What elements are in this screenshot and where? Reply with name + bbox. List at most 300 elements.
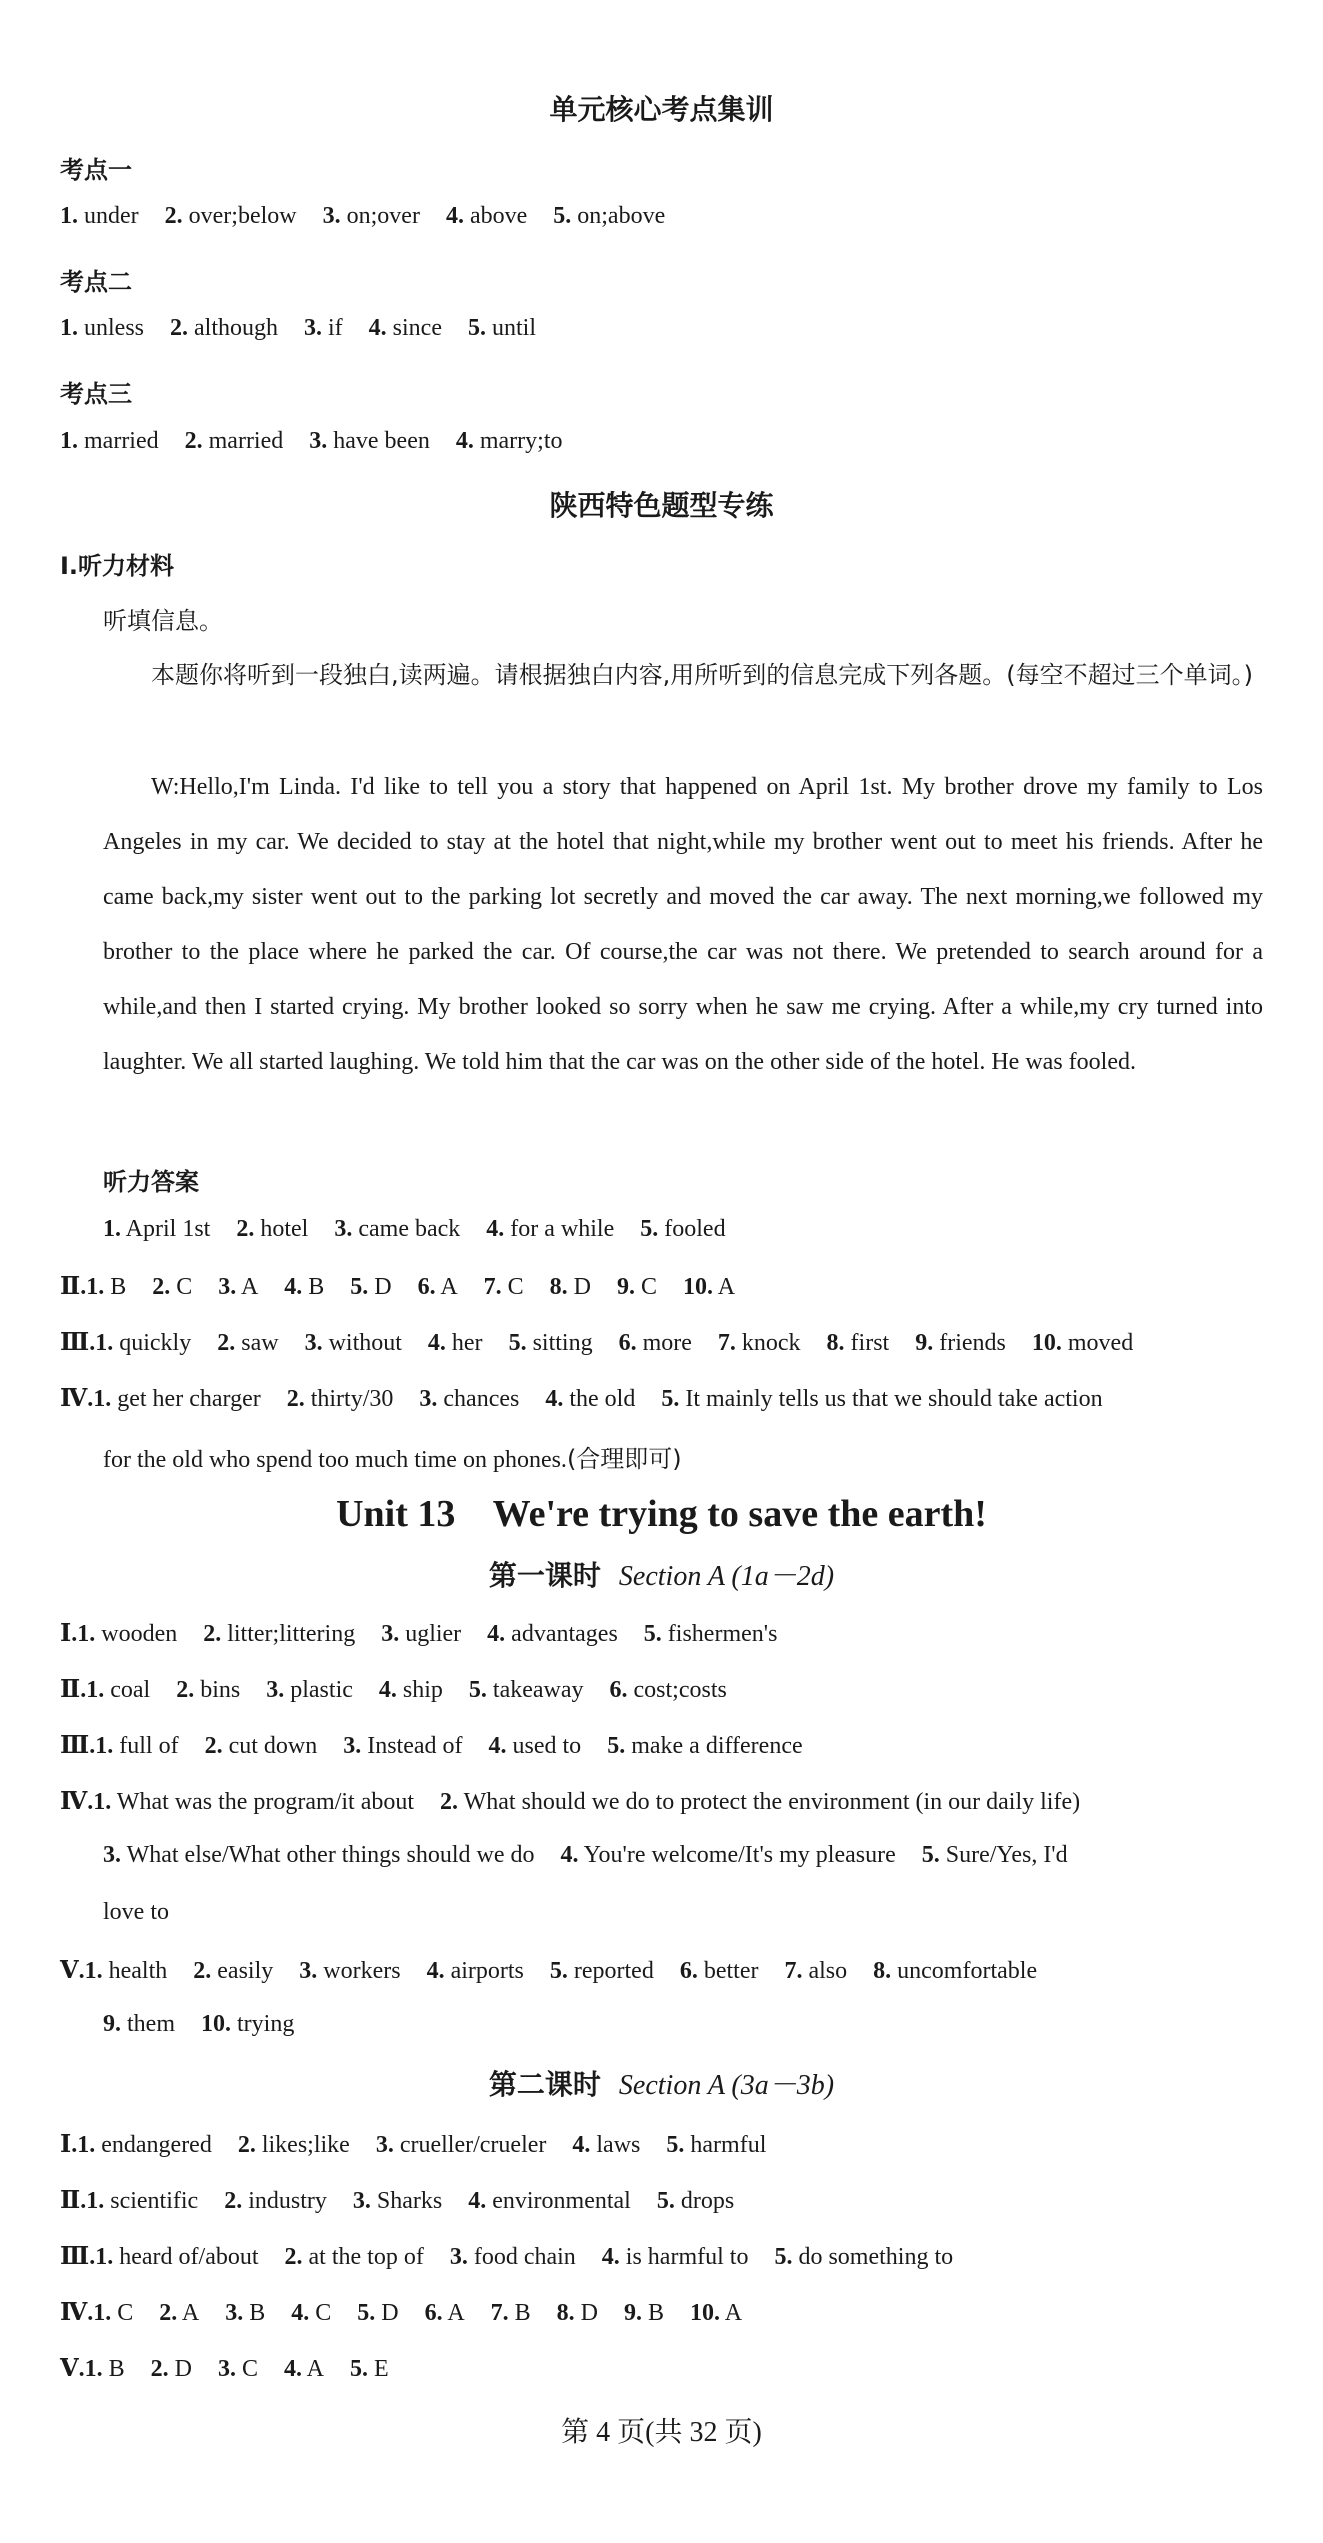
answer-item <box>468 315 536 341</box>
answer-item <box>238 2132 350 2158</box>
answer-text: laws <box>590 2132 641 2158</box>
answer-text: saw <box>235 1330 279 1356</box>
answer-number: 1. <box>86 1274 105 1300</box>
answer-item <box>285 2244 424 2270</box>
answer-item <box>922 1842 1068 1868</box>
answer-number: 10. <box>1031 1330 1062 1356</box>
answer-number: 5. <box>549 1958 568 1984</box>
answer-text: uglier <box>399 1621 462 1647</box>
answer-item <box>151 2356 192 2382</box>
answer-item <box>357 2300 398 2326</box>
roman-numeral-4: Ⅳ. <box>60 1789 94 1815</box>
answer-number: 2. <box>224 2188 243 2214</box>
answer-number: 2. <box>150 2356 169 2382</box>
answer-item <box>680 1958 759 1984</box>
answer-item <box>218 1274 258 1300</box>
answer-text: C <box>501 1274 524 1300</box>
answer-item <box>86 1677 150 1703</box>
answer-item <box>287 1386 394 1412</box>
answer-item <box>343 1733 462 1759</box>
answer-item <box>85 1958 168 1984</box>
answer-number: 2. <box>286 1386 305 1412</box>
part-2-list <box>86 1274 761 1300</box>
answer-item <box>60 315 144 341</box>
answer-number: 5. <box>467 315 486 341</box>
answer-number: 4. <box>368 315 387 341</box>
answer-item <box>77 2132 212 2158</box>
lesson-2-part-3 <box>60 2241 979 2271</box>
answer-text: trying <box>231 2011 295 2037</box>
answer-text: above <box>463 203 528 229</box>
answer-text: scientific <box>104 2188 199 2214</box>
answer-number: 1. <box>95 1330 114 1356</box>
answer-text: industry <box>242 2188 327 2214</box>
answer-number: 6. <box>618 1330 637 1356</box>
answer-item <box>545 1386 635 1412</box>
answer-text: crueller/crueler <box>393 2132 547 2158</box>
answer-number: 9. <box>624 2300 643 2326</box>
answer-text: moved <box>1061 1330 1134 1356</box>
answer-text: April 1st <box>121 1216 211 1242</box>
answer-item <box>369 315 442 341</box>
answer-item <box>450 2244 576 2270</box>
answer-text: D <box>368 1274 392 1300</box>
answer-text: used to <box>506 1733 582 1759</box>
answer-item <box>353 2188 442 2214</box>
lesson-2-part-1-list <box>77 2132 792 2158</box>
answer-number: 4. <box>284 2356 302 2382</box>
answer-item <box>93 2300 133 2326</box>
answer-number: 5. <box>656 2188 675 2214</box>
answer-item <box>93 1789 414 1815</box>
answer-item <box>350 1274 391 1300</box>
answer-number: 3. <box>309 428 328 454</box>
answer-number: 6. <box>417 1274 436 1300</box>
answer-item <box>427 1958 524 1984</box>
answer-item <box>489 1733 582 1759</box>
lesson-2-section: Section A (3a－3b) <box>618 2070 835 2101</box>
answer-text: married <box>202 428 284 454</box>
answer-text: Sure/Yes, I'd <box>939 1842 1068 1868</box>
answer-text: on;above <box>571 203 666 229</box>
answer-text: until <box>485 315 536 341</box>
answer-number: 9. <box>915 1330 934 1356</box>
answer-item <box>95 1330 191 1356</box>
answer-item <box>201 2011 294 2037</box>
answer-item <box>323 203 420 229</box>
answer-item <box>915 1330 1006 1356</box>
answer-text: ship <box>396 1677 443 1703</box>
answer-text: is harmful to <box>619 2244 749 2270</box>
answer-item <box>305 1330 402 1356</box>
answer-text: plastic <box>284 1677 353 1703</box>
answer-item <box>624 2300 664 2326</box>
answer-item <box>690 2300 742 2326</box>
page-footer: 第 4 页(共 32 页) <box>561 2417 762 2448</box>
answer-number: 3. <box>334 1216 353 1242</box>
answer-number: 4. <box>468 2188 487 2214</box>
answer-item <box>784 1958 847 1984</box>
answer-number: 5. <box>357 2300 376 2326</box>
answer-text: A <box>435 1274 458 1300</box>
answer-text: fooled <box>658 1216 726 1242</box>
answer-text: first <box>844 1330 890 1356</box>
part-4-list <box>93 1386 1128 1412</box>
answer-number: 2. <box>193 1958 212 1984</box>
answer-text: A <box>302 2356 325 2382</box>
answer-item <box>103 2011 175 2037</box>
answer-text: easily <box>211 1958 274 1984</box>
answer-item <box>217 1330 278 1356</box>
answer-text: heard of/about <box>113 2244 259 2270</box>
lesson-1-part-4 <box>60 1786 1106 1816</box>
roman-numeral-4: Ⅳ. <box>60 1386 94 1412</box>
lesson-1-part-5 <box>60 1955 1063 1985</box>
answer-text: fishermen's <box>661 1621 778 1647</box>
answer-number: 2. <box>204 1733 223 1759</box>
answer-text: cost;costs <box>627 1677 727 1703</box>
lesson-2-heading <box>0 2063 1323 2103</box>
answer-number: 1. <box>60 203 78 229</box>
answer-number: 2. <box>203 1621 222 1647</box>
answer-number: 1. <box>93 1789 112 1815</box>
answer-number: 4. <box>601 2244 620 2270</box>
answer-number: 4. <box>378 1677 397 1703</box>
answer-number: 2. <box>440 1789 459 1815</box>
answer-item <box>95 1733 178 1759</box>
answer-text: food chain <box>467 2244 576 2270</box>
answer-text: friends <box>933 1330 1006 1356</box>
lesson-1-part-5-line-2 <box>103 2011 320 2038</box>
answer-number: 3. <box>343 1733 362 1759</box>
answer-text: workers <box>317 1958 401 1984</box>
answer-number: 1. <box>86 2188 105 2214</box>
answer-text: quickly <box>113 1330 192 1356</box>
answer-item <box>428 1330 483 1356</box>
answer-text: more <box>636 1330 692 1356</box>
answer-text: B <box>104 1274 127 1300</box>
answer-item <box>484 1274 524 1300</box>
answer-text: full of <box>113 1733 179 1759</box>
answer-number: 4. <box>486 1216 505 1242</box>
answer-number: 2. <box>152 1274 171 1300</box>
answer-text: D <box>567 1274 592 1300</box>
answer-number: 8. <box>826 1330 845 1356</box>
answer-number: 1. <box>95 2244 114 2270</box>
answer-item <box>509 1330 593 1356</box>
answer-item <box>185 428 284 454</box>
answer-number: 10. <box>201 2011 231 2037</box>
answer-number: 1. <box>60 315 78 341</box>
roman-numeral-2: Ⅱ. <box>60 2188 87 2214</box>
answer-item <box>661 1386 1102 1412</box>
answer-text: if <box>322 315 343 341</box>
answer-number: 2. <box>217 1330 236 1356</box>
answer-number: 10. <box>690 2300 721 2326</box>
answer-text: get her charger <box>111 1386 261 1412</box>
answer-text: B <box>102 2356 125 2382</box>
answer-number: 7. <box>483 1274 502 1300</box>
answer-item <box>873 1958 1037 1984</box>
answer-number: 5. <box>774 2244 793 2270</box>
answer-text: B <box>302 1274 325 1300</box>
answer-number: 1. <box>84 2356 103 2382</box>
roman-numeral-3: Ⅲ. <box>60 2244 96 2270</box>
answer-item <box>376 2132 547 2158</box>
answer-text: thirty/30 <box>304 1386 394 1412</box>
answer-text: likes;like <box>255 2132 350 2158</box>
answer-number: 10. <box>683 1274 714 1300</box>
lesson-2-zh: 第二课时 <box>488 2068 601 2101</box>
answer-text: cut down <box>222 1733 318 1759</box>
answer-text: C <box>170 1274 193 1300</box>
answer-text: C <box>635 1274 658 1300</box>
answer-text: marry;to <box>473 428 563 454</box>
answer-number: 4. <box>455 428 474 454</box>
answer-number: 1. <box>77 2132 96 2158</box>
answer-number: 3. <box>218 1274 237 1300</box>
answer-text: It mainly tells us that we should take action <box>679 1386 1103 1412</box>
answer-item <box>77 1621 177 1647</box>
answer-item <box>440 1789 1080 1815</box>
answer-number: 5. <box>666 2132 685 2158</box>
part-3-answers <box>60 1327 1159 1357</box>
part-4-continued-text: for the old who spend too much time on phones. <box>103 1447 567 1473</box>
answer-number: 5. <box>640 1216 659 1242</box>
answer-number: 1. <box>103 1216 121 1242</box>
answer-text: A <box>442 2300 465 2326</box>
answer-text: also <box>802 1958 848 1984</box>
answer-item <box>617 1274 657 1300</box>
lesson-2-part-5 <box>60 2353 415 2383</box>
answer-number: 8. <box>873 1958 892 1984</box>
answer-item <box>446 203 527 229</box>
lesson-2-part-4-list <box>93 2300 768 2326</box>
answer-item <box>152 1274 192 1300</box>
answer-item <box>176 1677 240 1703</box>
answer-item <box>381 1621 461 1647</box>
answer-text: D <box>168 2356 192 2382</box>
answer-item <box>86 1274 126 1300</box>
answer-text: C <box>111 2300 134 2326</box>
answer-item <box>491 2300 531 2326</box>
part-4-answers <box>60 1383 1129 1413</box>
answer-number: 3. <box>304 1330 323 1356</box>
answer-text: advantages <box>505 1621 618 1647</box>
answer-item <box>468 2188 631 2214</box>
part-4-note: (合理即可) <box>566 1445 682 1473</box>
answer-number: 6. <box>679 1958 698 1984</box>
lesson-1-part-3 <box>60 1730 829 1760</box>
answer-item <box>284 2356 324 2382</box>
answer-text: A <box>236 1274 259 1300</box>
answer-number: 2. <box>236 1216 255 1242</box>
answer-number: 3. <box>322 203 341 229</box>
answer-number: 1. <box>95 1733 114 1759</box>
answer-text: for a while <box>504 1216 615 1242</box>
answer-number: 4. <box>426 1958 445 1984</box>
listening-script: W:Hello,I'm Linda. I'd like to tell you a story that happened on April 1st. My brother drove my family to Los Angeles in my car. We decided to stay at the hotel that night,while my brother went out to meet his friends. After he came back,my sister went out to the parking lot secretly and moved the car away. The next morning,we followed my brother to the place where he parked the car. Of course,the car was not there. We pretended to search around for a while,and then I started crying. My brother looked so sorry when he saw me crying. After a while,my cry turned into laughter. We all started laughing. We told him that the car was on the other side of the hotel. He was fooled. <box>103 774 1263 1075</box>
answer-item <box>309 428 430 454</box>
answer-text: health <box>102 1958 168 1984</box>
lesson-1-zh: 第一课时 <box>488 1559 601 1592</box>
listening-answers <box>103 1216 752 1243</box>
answer-text: wooden <box>95 1621 178 1647</box>
answer-text: D <box>375 2300 399 2326</box>
roman-numeral-3: Ⅲ. <box>60 1330 96 1356</box>
point-2-label: 考点二 <box>60 268 132 296</box>
answer-number: 9. <box>617 1274 636 1300</box>
answer-number: 4. <box>284 1274 303 1300</box>
answer-item <box>425 2300 465 2326</box>
answer-item <box>103 1216 210 1242</box>
answer-number: 5. <box>661 1386 680 1412</box>
answer-item <box>85 2356 125 2382</box>
answer-number: 4. <box>487 1621 506 1647</box>
answer-text: chances <box>437 1386 520 1412</box>
answer-item <box>266 1677 353 1703</box>
lesson-2-part-5-list <box>85 2356 415 2382</box>
answer-number: 3. <box>299 1958 318 1984</box>
point-2-answers <box>60 315 562 342</box>
point-3-label: 考点三 <box>60 380 132 408</box>
point-3-answers <box>60 428 589 455</box>
answer-text: on;over <box>340 203 420 229</box>
answer-text: C <box>309 2300 332 2326</box>
answer-number: 3. <box>103 1842 121 1868</box>
answer-item <box>334 1216 460 1242</box>
lesson-1-part-2-list <box>86 1677 753 1703</box>
answer-text: sitting <box>526 1330 593 1356</box>
answer-text: B <box>642 2300 665 2326</box>
answer-number: 5. <box>643 1621 662 1647</box>
answer-item <box>557 2300 598 2326</box>
lesson-2-part-2-list <box>86 2188 760 2214</box>
answer-item <box>456 428 563 454</box>
point-1-answers <box>60 203 691 230</box>
answer-number: 5. <box>468 1677 487 1703</box>
answer-number: 2. <box>284 2244 303 2270</box>
answer-item <box>419 1386 519 1412</box>
section-title-core-points: 单元核心考点集训 <box>549 93 774 126</box>
answer-text: airports <box>444 1958 524 1984</box>
answer-number: 3. <box>304 315 322 341</box>
answer-text: takeaway <box>486 1677 584 1703</box>
answer-number: 3. <box>449 2244 468 2270</box>
answer-number: 6. <box>424 2300 443 2326</box>
part-4-continuation <box>103 1439 682 1474</box>
answer-number: 5. <box>607 1733 626 1759</box>
listening-answer-label: 听力答案 <box>103 1168 199 1196</box>
answer-item <box>236 1216 308 1242</box>
point-1-label: 考点一 <box>60 156 132 184</box>
answer-text: A <box>713 1274 736 1300</box>
answer-number: 2. <box>170 315 188 341</box>
answer-item <box>418 1274 458 1300</box>
lesson-1-part-1 <box>60 1618 803 1648</box>
answer-number: 3. <box>217 2356 236 2382</box>
answer-item <box>218 2356 258 2382</box>
roman-numeral-5: Ⅴ. <box>60 2356 85 2382</box>
roman-numeral-3: Ⅲ. <box>60 1733 96 1759</box>
answer-number: 2. <box>159 2300 178 2326</box>
answer-item <box>224 2188 327 2214</box>
answer-text: without <box>322 1330 402 1356</box>
answer-text: What was the program/it about <box>111 1789 415 1815</box>
answer-number: 5. <box>553 203 572 229</box>
answer-text: endangered <box>95 2132 212 2158</box>
roman-numeral-2: Ⅱ. <box>60 1677 87 1703</box>
answer-text: harmful <box>684 2132 767 2158</box>
answer-text: unless <box>78 315 144 341</box>
answer-text: reported <box>567 1958 654 1984</box>
answer-text: over;below <box>182 203 297 229</box>
answer-item <box>60 203 139 229</box>
listening-task: 听填信息。 <box>103 607 223 635</box>
answer-text: since <box>386 315 442 341</box>
answer-item <box>304 315 343 341</box>
answer-number: 1. <box>93 2300 112 2326</box>
lesson-1-part-5-list <box>85 1958 1063 1984</box>
answer-item <box>225 2300 265 2326</box>
lesson-2-part-1 <box>60 2129 792 2159</box>
lesson-1-part-3-list <box>95 1733 828 1759</box>
listening-instruction: 本题你将听到一段独白,读两遍。请根据独白内容,用所听到的信息完成下列各题。(每空不超过三个单词。) <box>151 661 1253 689</box>
answer-text: her <box>445 1330 483 1356</box>
answer-item <box>193 1958 273 1984</box>
answer-number: 3. <box>375 2132 394 2158</box>
answer-item <box>379 1677 443 1703</box>
answer-text: do something to <box>792 2244 954 2270</box>
roman-numeral-2: Ⅱ. <box>60 1274 87 1300</box>
answer-number: 5. <box>350 1274 369 1300</box>
answer-text: What should we do to protect the environment (in our daily life) <box>458 1789 1081 1815</box>
answer-text: although <box>188 315 278 341</box>
answer-item <box>553 203 665 229</box>
lesson-1-part-4-line-3: love to <box>103 1899 169 1925</box>
answer-number: 1. <box>77 1621 96 1647</box>
part-2-answers <box>60 1271 761 1301</box>
answer-number: 7. <box>784 1958 803 1984</box>
lesson-1-part-2 <box>60 1674 753 1704</box>
answer-number: 2. <box>237 2132 256 2158</box>
answer-number: 3. <box>225 2300 244 2326</box>
answer-item <box>299 1958 400 1984</box>
answer-item <box>666 2132 766 2158</box>
answer-text: You're welcome/It's my pleasure <box>578 1842 896 1868</box>
answer-number: 1. <box>86 1677 105 1703</box>
lesson-1-part-4-line-2 <box>103 1842 1094 1869</box>
answer-text: married <box>78 428 159 454</box>
listening-material-label: Ⅰ.听力材料 <box>60 552 175 580</box>
answer-text: uncomfortable <box>891 1958 1038 1984</box>
section-title-shaanxi: 陕西特色题型专练 <box>549 489 774 522</box>
answer-item <box>469 1677 584 1703</box>
answer-text: bins <box>194 1677 241 1703</box>
answer-item <box>602 2244 749 2270</box>
answer-text: Instead of <box>361 1733 463 1759</box>
answer-text: D <box>574 2300 599 2326</box>
answer-text: What else/What other things should we do <box>121 1842 535 1868</box>
answer-text: at the top of <box>302 2244 424 2270</box>
answer-number: 4. <box>427 1330 446 1356</box>
answer-item <box>572 2132 640 2158</box>
answer-text: coal <box>104 1677 151 1703</box>
answer-number: 5. <box>508 1330 527 1356</box>
answer-text: A <box>720 2300 743 2326</box>
answer-number: 1. <box>93 1386 112 1412</box>
answer-item <box>93 1386 260 1412</box>
